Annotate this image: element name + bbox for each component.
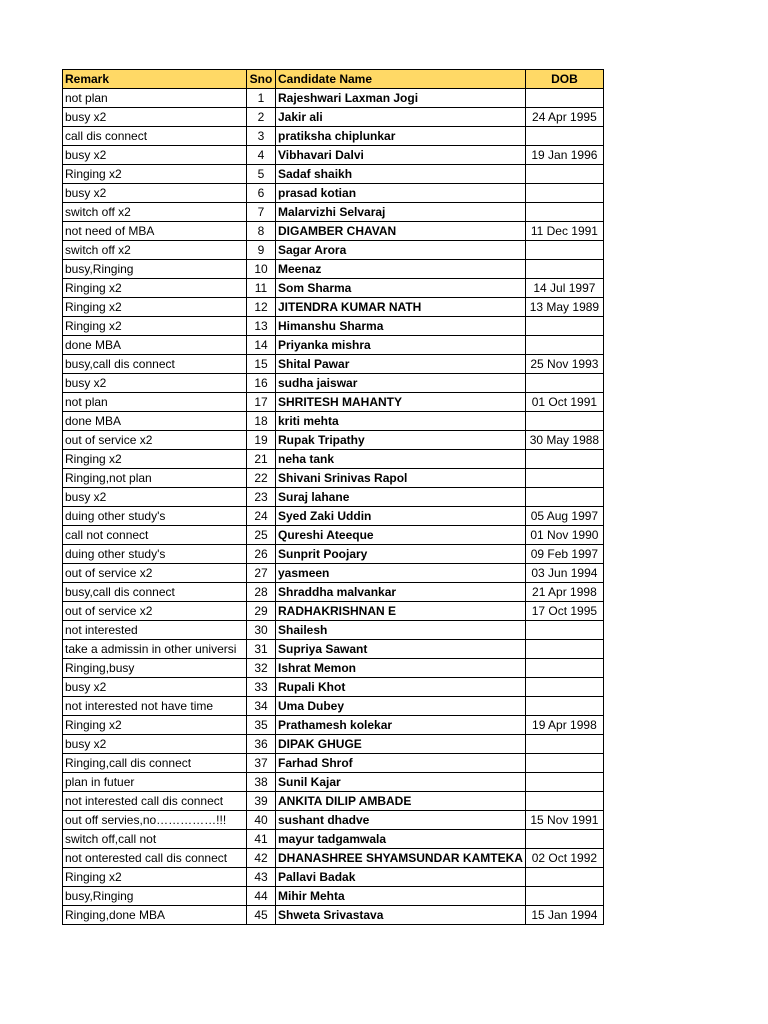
dob-cell: 01 Oct 1991 xyxy=(525,393,603,412)
table-row xyxy=(63,697,604,716)
header-dob: DOB xyxy=(525,70,603,89)
table-row xyxy=(63,716,604,735)
table-row xyxy=(63,659,604,678)
table-row xyxy=(63,222,604,241)
dob-cell: 13 May 1989 xyxy=(525,298,603,317)
sno-cell: 37 xyxy=(247,754,276,773)
candidate-name-cell: yasmeen xyxy=(276,564,526,583)
dob-cell xyxy=(525,469,603,488)
dob-cell: 19 Apr 1998 xyxy=(525,716,603,735)
dob-cell xyxy=(525,203,603,222)
candidate-name-cell: ANKITA DILIP AMBADE xyxy=(276,792,526,811)
sno-cell: 13 xyxy=(247,317,276,336)
dob-cell: 11 Dec 1991 xyxy=(525,222,603,241)
table-row xyxy=(63,355,604,374)
candidate-name-cell: Meenaz xyxy=(276,260,526,279)
table-row xyxy=(63,450,604,469)
dob-cell xyxy=(525,317,603,336)
dob-cell: 15 Jan 1994 xyxy=(525,906,603,925)
dob-cell: 02 Oct 1992 xyxy=(525,849,603,868)
table-row xyxy=(63,602,604,621)
candidate-name-cell: Shital Pawar xyxy=(276,355,526,374)
candidate-name-cell: Sadaf shaikh xyxy=(276,165,526,184)
remark-cell: Ringing x2 xyxy=(63,279,247,298)
dob-cell xyxy=(525,260,603,279)
candidate-name-cell: Farhad Shrof xyxy=(276,754,526,773)
dob-cell: 15 Nov 1991 xyxy=(525,811,603,830)
remark-cell: Ringing,call dis connect xyxy=(63,754,247,773)
sno-cell: 28 xyxy=(247,583,276,602)
sno-cell: 29 xyxy=(247,602,276,621)
dob-cell xyxy=(525,621,603,640)
sno-cell: 43 xyxy=(247,868,276,887)
remark-cell: call not connect xyxy=(63,526,247,545)
remark-cell: busy x2 xyxy=(63,374,247,393)
table-row xyxy=(63,640,604,659)
dob-cell: 25 Nov 1993 xyxy=(525,355,603,374)
remark-cell: out of service x2 xyxy=(63,431,247,450)
sno-cell: 40 xyxy=(247,811,276,830)
dob-cell xyxy=(525,735,603,754)
sno-cell: 15 xyxy=(247,355,276,374)
remark-cell: out of service x2 xyxy=(63,564,247,583)
candidate-name-cell: mayur tadgamwala xyxy=(276,830,526,849)
remark-cell: busy,call dis connect xyxy=(63,583,247,602)
sno-cell: 44 xyxy=(247,887,276,906)
sno-cell: 24 xyxy=(247,507,276,526)
candidate-name-cell: Rupak Tripathy xyxy=(276,431,526,450)
sno-cell: 34 xyxy=(247,697,276,716)
table-header xyxy=(63,70,604,89)
dob-cell xyxy=(525,450,603,469)
sno-cell: 30 xyxy=(247,621,276,640)
candidate-name-cell: sushant dhadve xyxy=(276,811,526,830)
remark-cell: busy,Ringing xyxy=(63,887,247,906)
sno-cell: 1 xyxy=(247,89,276,108)
remark-cell: busy x2 xyxy=(63,488,247,507)
sno-cell: 12 xyxy=(247,298,276,317)
sno-cell: 33 xyxy=(247,678,276,697)
table-row xyxy=(63,108,604,127)
candidate-name-cell: Shivani Srinivas Rapol xyxy=(276,469,526,488)
table-row xyxy=(63,545,604,564)
remark-cell: switch off x2 xyxy=(63,241,247,260)
candidate-name-cell: Malarvizhi Selvaraj xyxy=(276,203,526,222)
candidate-name-cell: Supriya Sawant xyxy=(276,640,526,659)
candidate-name-cell: DIPAK GHUGE xyxy=(276,735,526,754)
table-row xyxy=(63,241,604,260)
table-row xyxy=(63,526,604,545)
remark-cell: not interested call dis connect xyxy=(63,792,247,811)
remark-cell: not plan xyxy=(63,393,247,412)
remark-cell: not interested xyxy=(63,621,247,640)
sno-cell: 41 xyxy=(247,830,276,849)
candidate-name-cell: Prathamesh kolekar xyxy=(276,716,526,735)
remark-cell: plan in futuer xyxy=(63,773,247,792)
candidate-name-cell: neha tank xyxy=(276,450,526,469)
header-candidate-name: Candidate Name xyxy=(276,70,526,89)
header-row xyxy=(63,70,604,89)
candidate-name-cell: sudha jaiswar xyxy=(276,374,526,393)
sno-cell: 45 xyxy=(247,906,276,925)
dob-cell xyxy=(525,488,603,507)
sno-cell: 4 xyxy=(247,146,276,165)
remark-cell: busy x2 xyxy=(63,108,247,127)
table-row xyxy=(63,279,604,298)
dob-cell: 14 Jul 1997 xyxy=(525,279,603,298)
candidate-name-cell: Uma Dubey xyxy=(276,697,526,716)
sno-cell: 35 xyxy=(247,716,276,735)
candidate-name-cell: Shailesh xyxy=(276,621,526,640)
sno-cell: 19 xyxy=(247,431,276,450)
dob-cell xyxy=(525,241,603,260)
dob-cell: 05 Aug 1997 xyxy=(525,507,603,526)
candidate-name-cell: prasad kotian xyxy=(276,184,526,203)
table-row xyxy=(63,754,604,773)
sno-cell: 6 xyxy=(247,184,276,203)
candidate-name-cell: kriti mehta xyxy=(276,412,526,431)
candidate-name-cell: Rajeshwari Laxman Jogi xyxy=(276,89,526,108)
candidate-name-cell: Shweta Srivastava xyxy=(276,906,526,925)
table-row xyxy=(63,830,604,849)
table-row xyxy=(63,469,604,488)
remark-cell: not need of MBA xyxy=(63,222,247,241)
remark-cell: out off servies,no……………!!! xyxy=(63,811,247,830)
remark-cell: call dis connect xyxy=(63,127,247,146)
sno-cell: 16 xyxy=(247,374,276,393)
dob-cell xyxy=(525,868,603,887)
candidate-name-cell: Sagar Arora xyxy=(276,241,526,260)
candidate-name-cell: SHRITESH MAHANTY xyxy=(276,393,526,412)
candidate-name-cell: Jakir ali xyxy=(276,108,526,127)
table-row xyxy=(63,336,604,355)
table-row xyxy=(63,89,604,108)
sno-cell: 11 xyxy=(247,279,276,298)
dob-cell: 01 Nov 1990 xyxy=(525,526,603,545)
dob-cell: 24 Apr 1995 xyxy=(525,108,603,127)
candidate-name-cell: Suraj lahane xyxy=(276,488,526,507)
table-body xyxy=(63,89,604,925)
table-row xyxy=(63,621,604,640)
dob-cell: 09 Feb 1997 xyxy=(525,545,603,564)
table-row xyxy=(63,127,604,146)
candidate-name-cell: Syed Zaki Uddin xyxy=(276,507,526,526)
table-row xyxy=(63,507,604,526)
table-row xyxy=(63,735,604,754)
table-row xyxy=(63,773,604,792)
sno-cell: 27 xyxy=(247,564,276,583)
candidate-name-cell: pratiksha chiplunkar xyxy=(276,127,526,146)
sno-cell: 23 xyxy=(247,488,276,507)
remark-cell: Ringing x2 xyxy=(63,298,247,317)
candidate-name-cell: Sunprit Poojary xyxy=(276,545,526,564)
table-row xyxy=(63,583,604,602)
candidate-name-cell: Som Sharma xyxy=(276,279,526,298)
dob-cell xyxy=(525,792,603,811)
table-row xyxy=(63,184,604,203)
sno-cell: 31 xyxy=(247,640,276,659)
remark-cell: out of service x2 xyxy=(63,602,247,621)
candidate-name-cell: Sunil Kajar xyxy=(276,773,526,792)
table-row xyxy=(63,887,604,906)
table-row xyxy=(63,431,604,450)
sno-cell: 2 xyxy=(247,108,276,127)
sno-cell: 5 xyxy=(247,165,276,184)
table-row xyxy=(63,564,604,583)
sno-cell: 26 xyxy=(247,545,276,564)
remark-cell: done MBA xyxy=(63,412,247,431)
sno-cell: 3 xyxy=(247,127,276,146)
remark-cell: busy x2 xyxy=(63,735,247,754)
sno-cell: 10 xyxy=(247,260,276,279)
table-row xyxy=(63,868,604,887)
dob-cell xyxy=(525,640,603,659)
dob-cell xyxy=(525,184,603,203)
dob-cell xyxy=(525,697,603,716)
remark-cell: busy,Ringing xyxy=(63,260,247,279)
candidate-name-cell: RADHAKRISHNAN E xyxy=(276,602,526,621)
candidate-name-cell: Qureshi Ateeque xyxy=(276,526,526,545)
remark-cell: Ringing,done MBA xyxy=(63,906,247,925)
remark-cell: not interested not have time xyxy=(63,697,247,716)
sno-cell: 7 xyxy=(247,203,276,222)
remark-cell: Ringing,busy xyxy=(63,659,247,678)
candidate-name-cell: Pallavi Badak xyxy=(276,868,526,887)
remark-cell: Ringing x2 xyxy=(63,450,247,469)
sno-cell: 21 xyxy=(247,450,276,469)
remark-cell: busy,call dis connect xyxy=(63,355,247,374)
candidate-name-cell: Rupali Khot xyxy=(276,678,526,697)
dob-cell xyxy=(525,754,603,773)
remark-cell: switch off x2 xyxy=(63,203,247,222)
header-remark: Remark xyxy=(63,70,247,89)
table-row xyxy=(63,811,604,830)
sno-cell: 32 xyxy=(247,659,276,678)
remark-cell: not plan xyxy=(63,89,247,108)
remark-cell: not onterested call dis connect xyxy=(63,849,247,868)
dob-cell xyxy=(525,374,603,393)
dob-cell: 17 Oct 1995 xyxy=(525,602,603,621)
candidate-table xyxy=(62,69,604,925)
dob-cell: 19 Jan 1996 xyxy=(525,146,603,165)
candidate-name-cell: DHANASHREE SHYAMSUNDAR KAMTEKA xyxy=(276,849,526,868)
remark-cell: switch off,call not xyxy=(63,830,247,849)
dob-cell: 21 Apr 1998 xyxy=(525,583,603,602)
remark-cell: busy x2 xyxy=(63,184,247,203)
sno-cell: 17 xyxy=(247,393,276,412)
table-row xyxy=(63,678,604,697)
remark-cell: duing other study's xyxy=(63,507,247,526)
table-row xyxy=(63,203,604,222)
sno-cell: 9 xyxy=(247,241,276,260)
dob-cell xyxy=(525,336,603,355)
dob-cell xyxy=(525,165,603,184)
remark-cell: done MBA xyxy=(63,336,247,355)
remark-cell: Ringing x2 xyxy=(63,165,247,184)
remark-cell: take a admissin in other universi xyxy=(63,640,247,659)
remark-cell: Ringing x2 xyxy=(63,317,247,336)
table-row xyxy=(63,412,604,431)
remark-cell: busy x2 xyxy=(63,146,247,165)
sno-cell: 36 xyxy=(247,735,276,754)
sno-cell: 39 xyxy=(247,792,276,811)
table-row xyxy=(63,906,604,925)
candidate-name-cell: Mihir Mehta xyxy=(276,887,526,906)
sno-cell: 22 xyxy=(247,469,276,488)
dob-cell xyxy=(525,830,603,849)
candidate-name-cell: Priyanka mishra xyxy=(276,336,526,355)
candidate-name-cell: Vibhavari Dalvi xyxy=(276,146,526,165)
dob-cell xyxy=(525,659,603,678)
dob-cell xyxy=(525,127,603,146)
remark-cell: Ringing,not plan xyxy=(63,469,247,488)
dob-cell: 30 May 1988 xyxy=(525,431,603,450)
candidate-name-cell: Shraddha malvankar xyxy=(276,583,526,602)
table-row xyxy=(63,488,604,507)
table-row xyxy=(63,374,604,393)
dob-cell xyxy=(525,773,603,792)
dob-cell: 03 Jun 1994 xyxy=(525,564,603,583)
table-row xyxy=(63,298,604,317)
dob-cell xyxy=(525,678,603,697)
header-sno: Sno xyxy=(247,70,276,89)
remark-cell: duing other study's xyxy=(63,545,247,564)
sno-cell: 18 xyxy=(247,412,276,431)
table-row xyxy=(63,849,604,868)
table-row xyxy=(63,317,604,336)
candidate-name-cell: Himanshu Sharma xyxy=(276,317,526,336)
candidate-name-cell: Ishrat Memon xyxy=(276,659,526,678)
remark-cell: busy x2 xyxy=(63,678,247,697)
sno-cell: 38 xyxy=(247,773,276,792)
dob-cell xyxy=(525,89,603,108)
table-row xyxy=(63,260,604,279)
dob-cell xyxy=(525,412,603,431)
table-row xyxy=(63,393,604,412)
sno-cell: 42 xyxy=(247,849,276,868)
dob-cell xyxy=(525,887,603,906)
sno-cell: 14 xyxy=(247,336,276,355)
sno-cell: 8 xyxy=(247,222,276,241)
table-row xyxy=(63,792,604,811)
table-row xyxy=(63,146,604,165)
table-row xyxy=(63,165,604,184)
sno-cell: 25 xyxy=(247,526,276,545)
candidate-name-cell: DIGAMBER CHAVAN xyxy=(276,222,526,241)
remark-cell: Ringing x2 xyxy=(63,868,247,887)
candidate-name-cell: JITENDRA KUMAR NATH xyxy=(276,298,526,317)
remark-cell: Ringing x2 xyxy=(63,716,247,735)
